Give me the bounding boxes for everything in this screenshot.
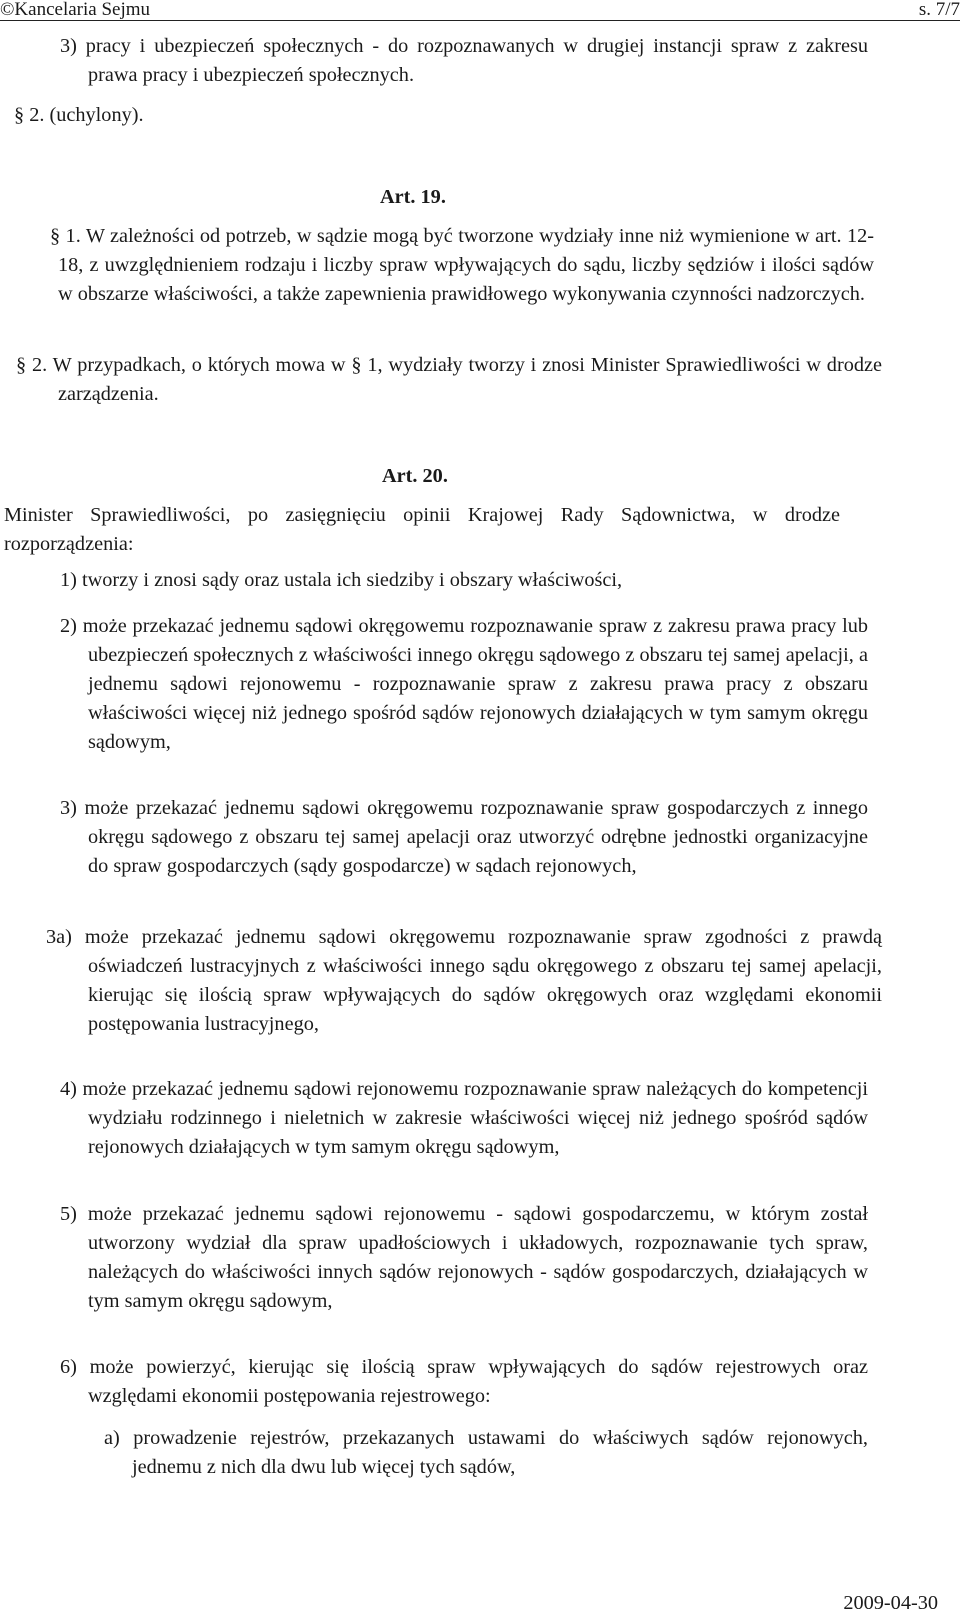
list-item-text: może powierzyć, kierując się ilością spraw wpływających do sądów rejestrowych oraz względami ekonomii postępowania rejestrowego: (88, 1356, 868, 1407)
list-item-label: 6) (60, 1356, 77, 1378)
sub-item-a (104, 1424, 868, 1482)
list-item-text: może przekazać jednemu sądowi rejonowemu - sądowi gospodarczemu, w którym został utworzony wydział dla spraw upadłościowych i układowych, rozpoznawanie tych spraw, należących do właściwości innych sądów rejonowych - sądów gospodarczych, działających w tym samym okręgu sądowym, (87, 1203, 868, 1312)
sub-item-label: a) (104, 1427, 120, 1449)
list-item-text: może przekazać jednemu sądowi okręgowemu rozpoznawanie spraw z zakresu prawa pracy lub ubezpieczeń społecznych z właściwości innego okręgu sądowego z obszaru tej samej apelacji, a jednemu sądowi rejonowemu - rozpoznawanie spraw z zakresu prawa pracy z obszaru właściwości więcej niż jednego spośród sądów rejonowych działających w tym samym okręgu sądowym, (82, 615, 869, 753)
list-item-6 (60, 1353, 868, 1411)
list-item-4 (60, 1075, 868, 1162)
article-19-paragraph-2 (16, 351, 882, 409)
list-item-3a (46, 923, 882, 1039)
page-header (0, 0, 960, 20)
list-item-label: 4) (60, 1078, 77, 1100)
list-item-5 (60, 1200, 868, 1316)
list-item-label: 2) (60, 615, 77, 637)
article-20-intro: Minister Sprawiedliwości, po zasięgnięciu opinii Krajowej Rady Sądownictwa, w drodze rozporządzenia: (4, 504, 840, 555)
header-divider (0, 20, 960, 21)
list-item-1 (60, 566, 840, 595)
list-item-text: może przekazać jednemu sądowi okręgowemu rozpoznawanie spraw gospodarczych z innego okręgu sądowego z obszaru tej samej apelacji oraz utworzyć odrębne jednostki organizacyjne do spraw gospodarczych (sądy gospodarcze) w sądach rejonowych, (84, 797, 868, 877)
list-item-label: 5) (60, 1203, 77, 1225)
list-item-text: może przekazać jednemu sądowi okręgowemu rozpoznawanie spraw zgodności z prawdą oświadczeń lustracyjnych z właściwości innego sądu okręgowego z obszaru tej samej apelacji, kierując się ilością spraw wpływających do sądów okręgowych oraz względami ekonomii postępowania lustracyjnego, (84, 926, 882, 1035)
list-item-label: 3) (60, 797, 77, 819)
article-20-title: Art. 20. (382, 465, 448, 487)
article-19-paragraph-2-text: § 2. W przypadkach, o których mowa w § 1, wydziały tworzy i znosi Minister Sprawiedliwości w drodze zarządzenia. (16, 354, 882, 405)
header-page-number: s. 7/7 (918, 0, 960, 20)
list-item-2 (60, 612, 868, 757)
list-item-label: 1) (60, 569, 77, 591)
list-item-text: może przekazać jednemu sądowi rejonowemu rozpoznawanie spraw należących do kompetencji wydziału rodzinnego i nieletnich w zakresie właściwości więcej niż jednego spośród sądów rejonowych działających w tym samym okręgu sądowym, (82, 1078, 869, 1158)
list-item-3 (60, 794, 868, 881)
sub-item-text: prowadzenie rejestrów, przekazanych ustawami do właściwych sądów rejonowych, jednemu z nich dla dwu lub więcej tych sądów, (132, 1427, 868, 1478)
article-19-paragraph-1: § 1. W zależności od potrzeb, w sądzie mogą być tworzone wydziały inne niż wymienione w art. 12-18, z uwzględnieniem rodzaju i liczby spraw wpływających do sądu, liczby sędziów i ilości sądów w obszarze właściwości, a także zapewnienia prawidłowego wykonywania czynności nadzorczych. (50, 225, 874, 305)
list-item-text: tworzy i znosi sądy oraz ustala ich siedziby i obszary właściwości, (81, 569, 623, 591)
header-source: ©Kancelaria Sejmu (0, 0, 151, 20)
paragraph-2-repealed: § 2. (uchylony). (14, 104, 144, 126)
list-item-label: 3a) (46, 926, 72, 948)
item-3-text: 3) pracy i ubezpieczeń społecznych - do rozpoznawanych w drugiej instancji spraw z zakresu prawa pracy i ubezpieczeń społecznych. (60, 35, 868, 86)
article-19-title: Art. 19. (380, 186, 446, 208)
footer-date: 2009-04-30 (843, 1592, 938, 1614)
